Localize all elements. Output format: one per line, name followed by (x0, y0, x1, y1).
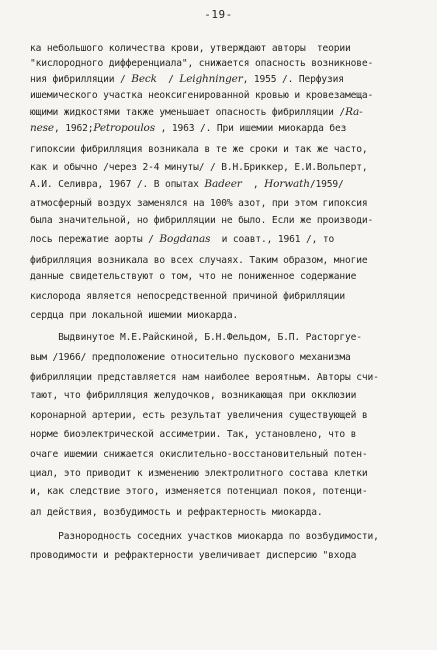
text-line (30, 506, 437, 519)
typed-text: , 1963 /. При ишемии миокарда без (154, 123, 347, 134)
text-line (30, 233, 437, 246)
text-line (30, 178, 437, 191)
typed-text: как и обычно /через 2-4 минуты/ / В.Н.Бриккер, Е.И.Вольперт, (30, 162, 368, 173)
text-line (30, 89, 437, 102)
handwritten-name: Beck (131, 73, 157, 85)
typed-text: данные свидетельствуют о том, что не пониженное содержание (30, 271, 357, 282)
text-line (30, 73, 437, 86)
text-line (30, 161, 437, 174)
text-line (30, 530, 437, 543)
text-line (30, 309, 437, 322)
typed-text: ющими жидкостями также уменьшает опасность фибрилляции / (30, 107, 346, 118)
typed-text: кислорода является непосредственной причиной фибрилляции (30, 291, 346, 302)
typed-text: очаге ишемии снижается окислительно-восстановительный потен- (30, 449, 368, 460)
text-line (30, 409, 437, 422)
text-line (30, 122, 437, 135)
text-line (30, 351, 437, 364)
text-line (30, 42, 437, 55)
typed-text: проводимости и рефрактерности увеличивает дисперсию "входа (30, 550, 357, 561)
typed-text: "кислородного дифференциала", снижается опасность возникнове- (30, 58, 374, 69)
typed-text: фибрилляции представляется нам наиболее вероятным. Авторы счи- (30, 372, 379, 383)
text-line (30, 331, 437, 344)
text-line (30, 214, 437, 227)
handwritten-name: Leighninger (179, 73, 243, 85)
text-line (30, 371, 437, 384)
text-line (30, 254, 437, 267)
text-line (30, 549, 437, 562)
typed-text: / (156, 74, 180, 85)
typed-text: фибрилляция возникала во всех случаях. Таким образом, многие (30, 255, 368, 266)
handwritten-name: Ra- (345, 106, 363, 118)
typed-text: ишемического участка неоксигенированной кровью и кровезамеща- (30, 90, 374, 101)
typed-text: , (241, 179, 265, 190)
typed-text: гипоксии фибрилляция возникала в те же сроки и так же часто, (30, 144, 368, 155)
text-line (30, 485, 437, 498)
text-line (30, 389, 437, 402)
typed-text: атмосферный воздух заменялся на 100% азот, при этом гипоксия (30, 198, 368, 209)
typed-text: , 1955 /. Перфузия (242, 74, 344, 85)
handwritten-name: nese (30, 122, 54, 134)
text-line (30, 270, 437, 283)
typed-text: циал, это приводит к изменению электролитного состава клетки (30, 468, 368, 479)
page-number: -19- (204, 8, 233, 21)
typed-text: коронарной артерии, есть результат увеличения существующей в (30, 410, 368, 421)
typed-text: и, как следствие этого, изменяется потенциал покоя, потенци- (30, 486, 368, 497)
text-line (30, 467, 437, 480)
typed-text: , 1962; (53, 123, 94, 134)
typed-text: вым /1966/ предположение относительно пускового механизма (30, 352, 351, 363)
text-line (30, 290, 437, 303)
typed-text: норме биоэлектрической ассиметрии. Так, установлено, что в (30, 429, 357, 440)
handwritten-name: Petropoulos (93, 122, 155, 134)
typed-text: ния фибрилляции / (30, 74, 132, 85)
typed-text: Разнородность соседних участков миокарда по возбудимости, (30, 531, 379, 542)
handwritten-name: Horwath (264, 178, 310, 190)
text-line (30, 448, 437, 461)
typed-text: ал действия, возбудимость и рефрактерность миокарда. (30, 507, 323, 518)
typed-text: тают, что фибрилляция желудочков, возникающая при окклюзии (30, 390, 357, 401)
typed-text: /1959/ (309, 179, 344, 190)
handwritten-name: Badeer (204, 178, 242, 190)
typed-text: ка небольшого количества крови, утверждают авторы теории (30, 43, 351, 54)
text-line (30, 197, 437, 210)
text-line (30, 143, 437, 156)
handwritten-name: Bogdanas (159, 233, 211, 245)
text-line (30, 57, 437, 70)
typed-text: Выдвинутое М.Е.Райскиной, Б.Н.Фельдом, Б.П. Расторгуе- (30, 332, 362, 343)
typed-text: и соавт., 1961 /, то (210, 234, 335, 245)
typed-text: лось пережатие аорты / (30, 234, 160, 245)
text-line (30, 428, 437, 441)
typed-text: была значительной, но фибрилляции не было. Если же производи- (30, 215, 374, 226)
typed-text: А.И. Селивра, 1967 /. В опытах (30, 179, 205, 190)
typed-text: сердца при локальной ишемии миокарда. (30, 310, 239, 321)
text-line (30, 106, 437, 119)
